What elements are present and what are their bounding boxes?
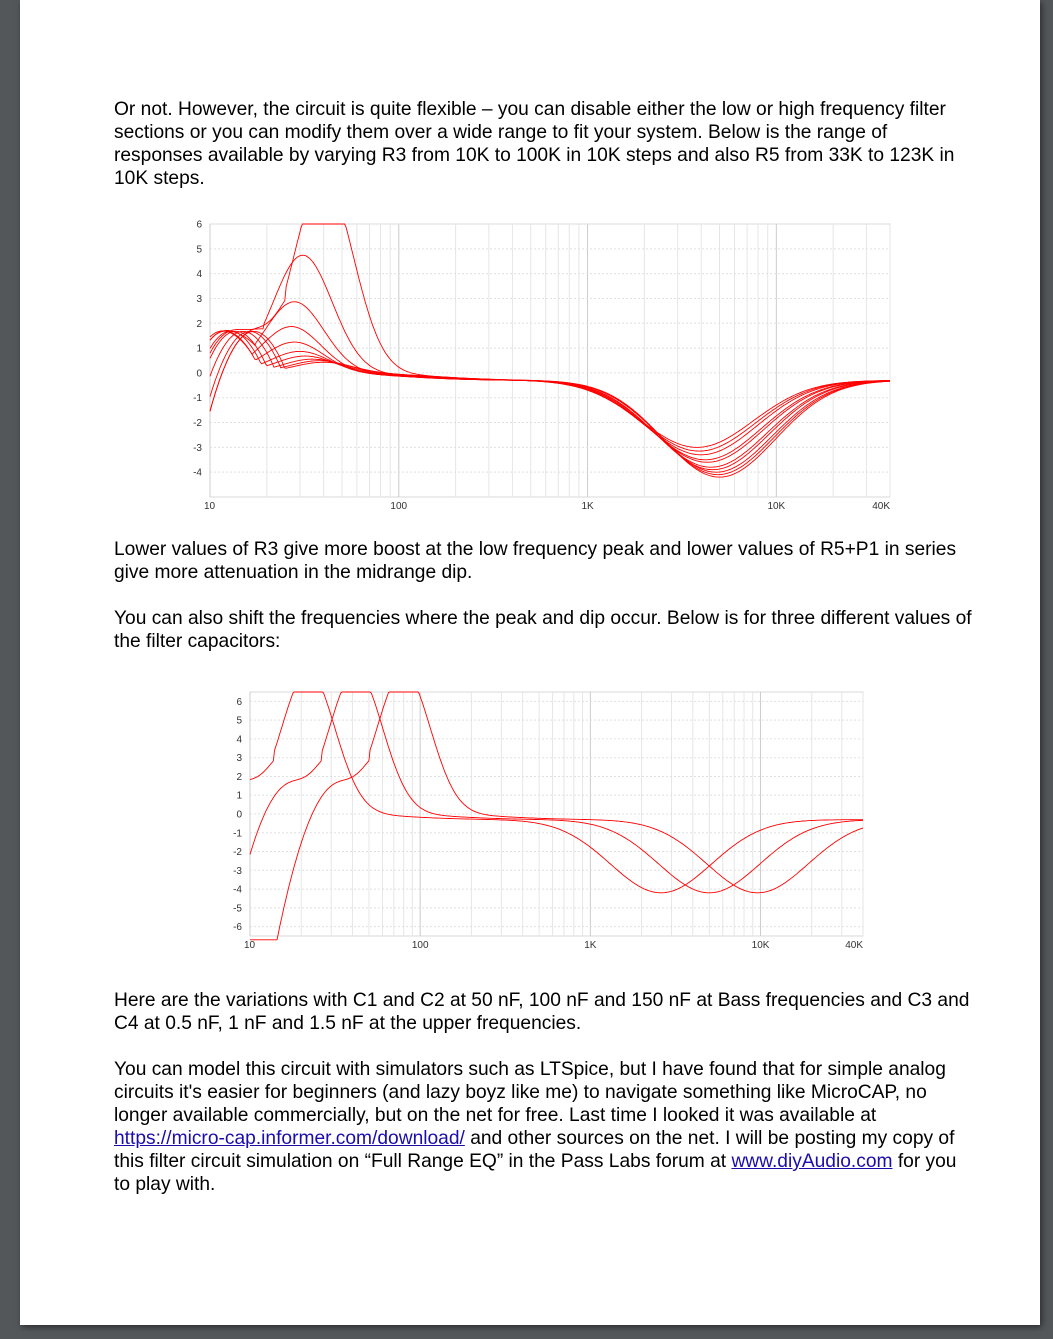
plot-area xyxy=(210,224,890,497)
y-tick-label: 5 xyxy=(236,715,242,727)
y-tick-label: 2 xyxy=(236,771,242,783)
y-tick-label: 3 xyxy=(196,293,202,305)
y-tick-label: 4 xyxy=(196,269,202,281)
paragraph-intro: Or not. However, the circuit is quite flexible – you can disable either the low or high frequency filter sections or you can modify them over a wide range to fit your system. Below is the range of responses available by varying R3 from 10K to 100K in 10K steps and also R5 from 33K to 123K in 10K steps. xyxy=(114,99,955,189)
paragraph-simulation xyxy=(114,1058,974,1196)
y-tick-label: -3 xyxy=(193,442,202,454)
x-tick-label: 1K xyxy=(581,501,594,512)
paragraph-r3-r5-explanation: Lower values of R3 give more boost at the low frequency peak and lower values of R5+P1 in series give more attenuation in the midrange dip. xyxy=(114,539,957,583)
microcap-download-link[interactable]: https://micro-cap.informer.com/download/ xyxy=(114,1128,465,1149)
x-tick-label: 10 xyxy=(204,501,216,512)
simulation-text-part-3: for you to play with. xyxy=(114,1151,957,1195)
x-tick-label: 10K xyxy=(767,501,786,512)
y-tick-label: -2 xyxy=(233,847,242,859)
x-tick-label: 40K xyxy=(845,940,863,951)
y-tick-label: 4 xyxy=(236,734,242,746)
x-tick-label: 10 xyxy=(244,940,256,951)
y-tick-label: 2 xyxy=(196,318,202,330)
y-tick-label: -2 xyxy=(193,418,202,430)
y-tick-label: -6 xyxy=(233,922,242,934)
y-tick-label: 6 xyxy=(196,219,202,231)
document-page xyxy=(20,0,1040,1325)
y-tick-label: -4 xyxy=(233,884,242,896)
y-tick-label: 6 xyxy=(236,696,242,708)
y-tick-label: 0 xyxy=(196,368,202,380)
diyaudio-link[interactable]: www.diyAudio.com xyxy=(731,1151,893,1172)
y-tick-label: 0 xyxy=(236,809,242,821)
y-tick-label: 3 xyxy=(236,753,242,765)
y-tick-label: -5 xyxy=(233,903,242,915)
frequency-response-chart-capacitors xyxy=(195,680,875,957)
paragraph-shift-frequencies: You can also shift the frequencies where the peak and dip occur. Below is for three different values of the filter capacitors: xyxy=(114,608,972,652)
y-tick-label: -1 xyxy=(233,828,242,840)
x-tick-label: 10K xyxy=(751,940,770,951)
y-tick-label: -3 xyxy=(233,865,242,877)
x-tick-label: 100 xyxy=(390,501,408,512)
y-tick-label: 5 xyxy=(196,244,202,256)
y-tick-label: 1 xyxy=(236,790,242,802)
simulation-text-part-1: You can model this circuit with simulators such as LTSpice, but I have found that for simple analog circuits it's easier for beginners (and lazy boyz like me) to navigate something like MicroCAP, no longer available commercially, but on the net for free. Last time I looked it was available at xyxy=(114,1059,946,1126)
x-tick-label: 1K xyxy=(584,940,597,951)
paragraph-capacitor-values: Here are the variations with C1 and C2 at 50 nF, 100 nF and 150 nF at Bass frequencies and C3 and C4 at 0.5 nF, 1 nF and 1.5 nF at the upper frequencies. xyxy=(114,990,970,1034)
simulation-text-part-2: and other sources on the net. I will be posting my copy of this filter circuit simulation on “Full Range EQ” in the Pass Labs forum at xyxy=(114,1128,955,1172)
y-tick-label: -4 xyxy=(193,467,202,479)
x-tick-label: 40K xyxy=(872,501,890,512)
y-tick-label: -1 xyxy=(193,393,202,405)
x-tick-label: 100 xyxy=(411,940,429,951)
y-tick-label: 1 xyxy=(196,343,202,355)
frequency-response-chart-r3-r5 xyxy=(160,212,890,517)
